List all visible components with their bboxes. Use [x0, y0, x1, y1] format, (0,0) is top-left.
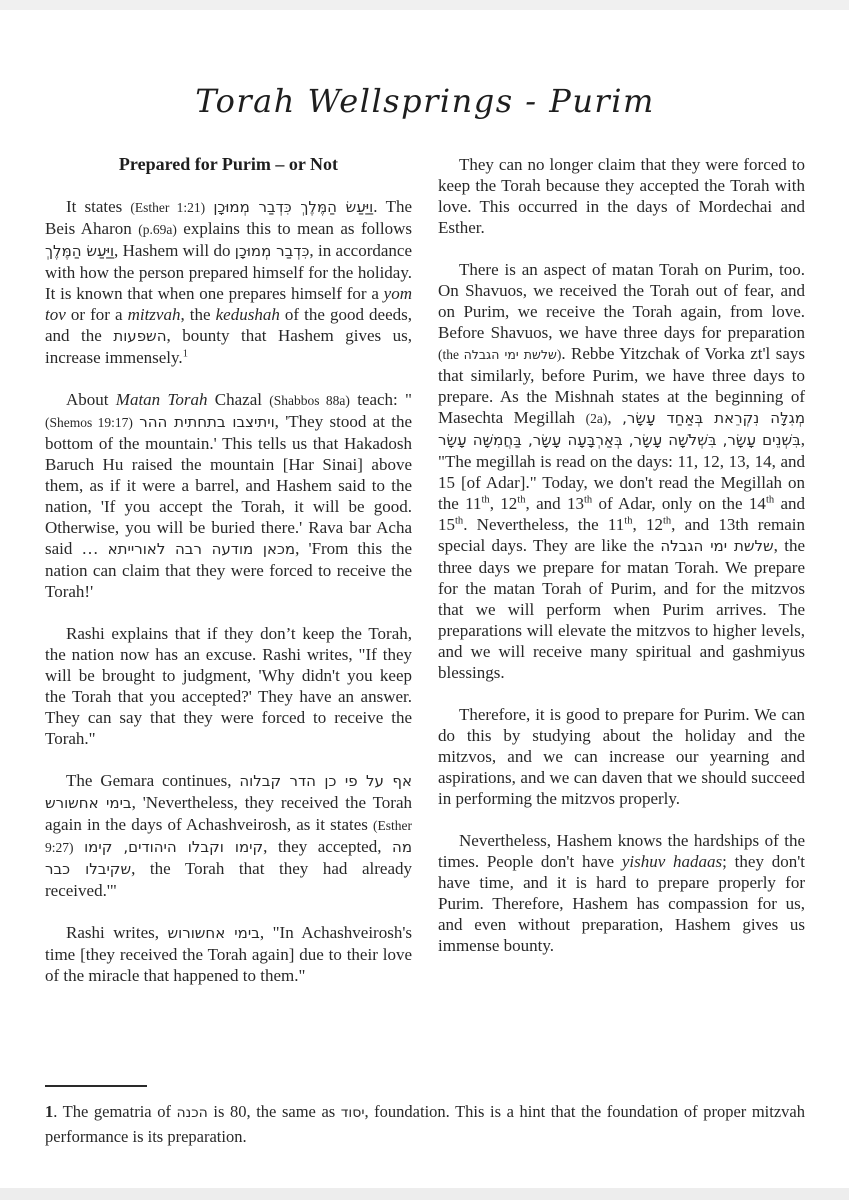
paragraph: Therefore, it is good to prepare for Purim. We can do this by studying about the holiday and the mitzvos, and we can increase our yearning and aspirations, and we can daven that we should succeed in performing the mitzvos properly.	[438, 705, 805, 808]
section-heading: Prepared for Purim – or Not	[118, 154, 339, 174]
paragraph: There is an aspect of matan Torah on Purim, too. On Shavuos, we received the Torah out of fear, and on Purim, we receive the Torah again, from love. Before Shavuos, we have three days for preparation (the שלשת ימי הגבלה). Rebbe Yitzchak of Vorka zt'l says that similarly, before Purim, we have three days to prepare. As the Mishnah states at the beginning of Masechta Megillah (2a), מְגִלָּה נִקְרֵאת בְּאַחַד עָשָׂר, בִּשְׁנֵים עָשָׂר, בִּשְׁלֹשָׁה עָשָׂר, בְּאַרְבָּעָה עָשָׂר, בַּחֲמִשָּׁה עָשָׂר, "The megillah is read on the days: 11, 12, 13, 14, and 15 [of Adar]." Today, we don't read the Megillah on the 11th, 12th, and 13th of Adar, only on the 14th and 15th. Nevertheless, the 11th, 12th, and 13th remain special days. They are like the שלשת ימי הגבלה, the three days we prepare for matan Torah. We prepare for the matan Torah of Purim, and for the mitzvos that we will perform when Purim arrives. The preparations will elevate the mitzvos to higher levels, and we will receive many spiritual and gashmiyus blessings.	[438, 260, 806, 682]
paragraph: Rashi writes, בימי אחשורוש, "In Achashveirosh's time [they received the Torah again] due to their love of the miracle that happened to them."	[45, 923, 412, 985]
scan-edge-top	[0, 0, 849, 10]
paragraph: About Matan Torah Chazal (Shabbos 88a) teach: "(Shemos 19:17) ויתיצבו בתחתית ההר, 'They stood at the bottom of the mountain.' This tells us that Hakadosh Baruch Hu raised the mountain [Har Sinai] above them, as if it were a barrel, and Hashem said to the nation, 'If you accept the Torah, it will be good. Otherwise, you will be buried there.' Rava bar Acha said … מכאן מודעה רבה לאורייתא, 'From this the nation can claim that they were forced to receive the Torah!'	[45, 390, 413, 601]
page-title: Torah Wellsprings - Purim	[195, 82, 655, 120]
footnote-text: 1. The gematria of הכנה is 80, the same as יסוד, foundation. This is a hint that the foundation of proper mitzvah performance is its preparation.	[45, 1102, 805, 1146]
footnote	[45, 1085, 805, 1148]
paragraph: The Gemara continues, אף על פי כן הדר קבלוה בימי אחשורש, 'Nevertheless, they received the Torah again in the days of Achashveirosh, as it states (Esther 9:27) קימו וקבלו היהודים, קימו, they accepted, מה שקיבלו כבר, the Torah that they had already received.'"	[45, 771, 413, 900]
paragraph: It states (Esther 1:21) וַיַּעַשׂ הַמֶּלֶךְ כִּדְבַר מְמוּכָן. The Beis Aharon (p.69a) explains this to mean as follows וַיַּעַשׂ הַמֶּלֶךְ, Hashem will do כִּדְבַר מְמוּכָן, in accordance with how the person prepared himself for the holiday. It is known that when one prepares himself for a yom tov or for a mitzvah, the kedushah of the good deeds, and the השפעות, bounty that Hashem gives us, increase immensely.$^1$	[45, 197, 412, 367]
scan-edge-bottom	[0, 1188, 849, 1200]
left-column	[45, 154, 412, 1007]
footnote-separator	[45, 1085, 147, 1087]
paragraph: They can no longer claim that they were forced to keep the Torah because they accepted the Torah with love. This occurred in the days of Mordechai and Esther.	[438, 155, 805, 237]
two-column-layout	[45, 154, 805, 1007]
right-column	[438, 154, 805, 1007]
paragraph: Nevertheless, Hashem knows the hardships of the times. People don't have yishuv hadaas; they don't have time, and it is hard to prepare properly for Purim. Therefore, Hashem has compassion for us, and even without preparation, Hashem gives us immense bounty.	[438, 831, 806, 955]
paragraph: Rashi explains that if they don’t keep the Torah, the nation now has an excuse. Rashi writes, "If they will be brought to judgment, 'Why didn't you keep the Torah that you accepted?' They have an answer. They can say that they were forced to receive the Torah."	[45, 624, 412, 748]
